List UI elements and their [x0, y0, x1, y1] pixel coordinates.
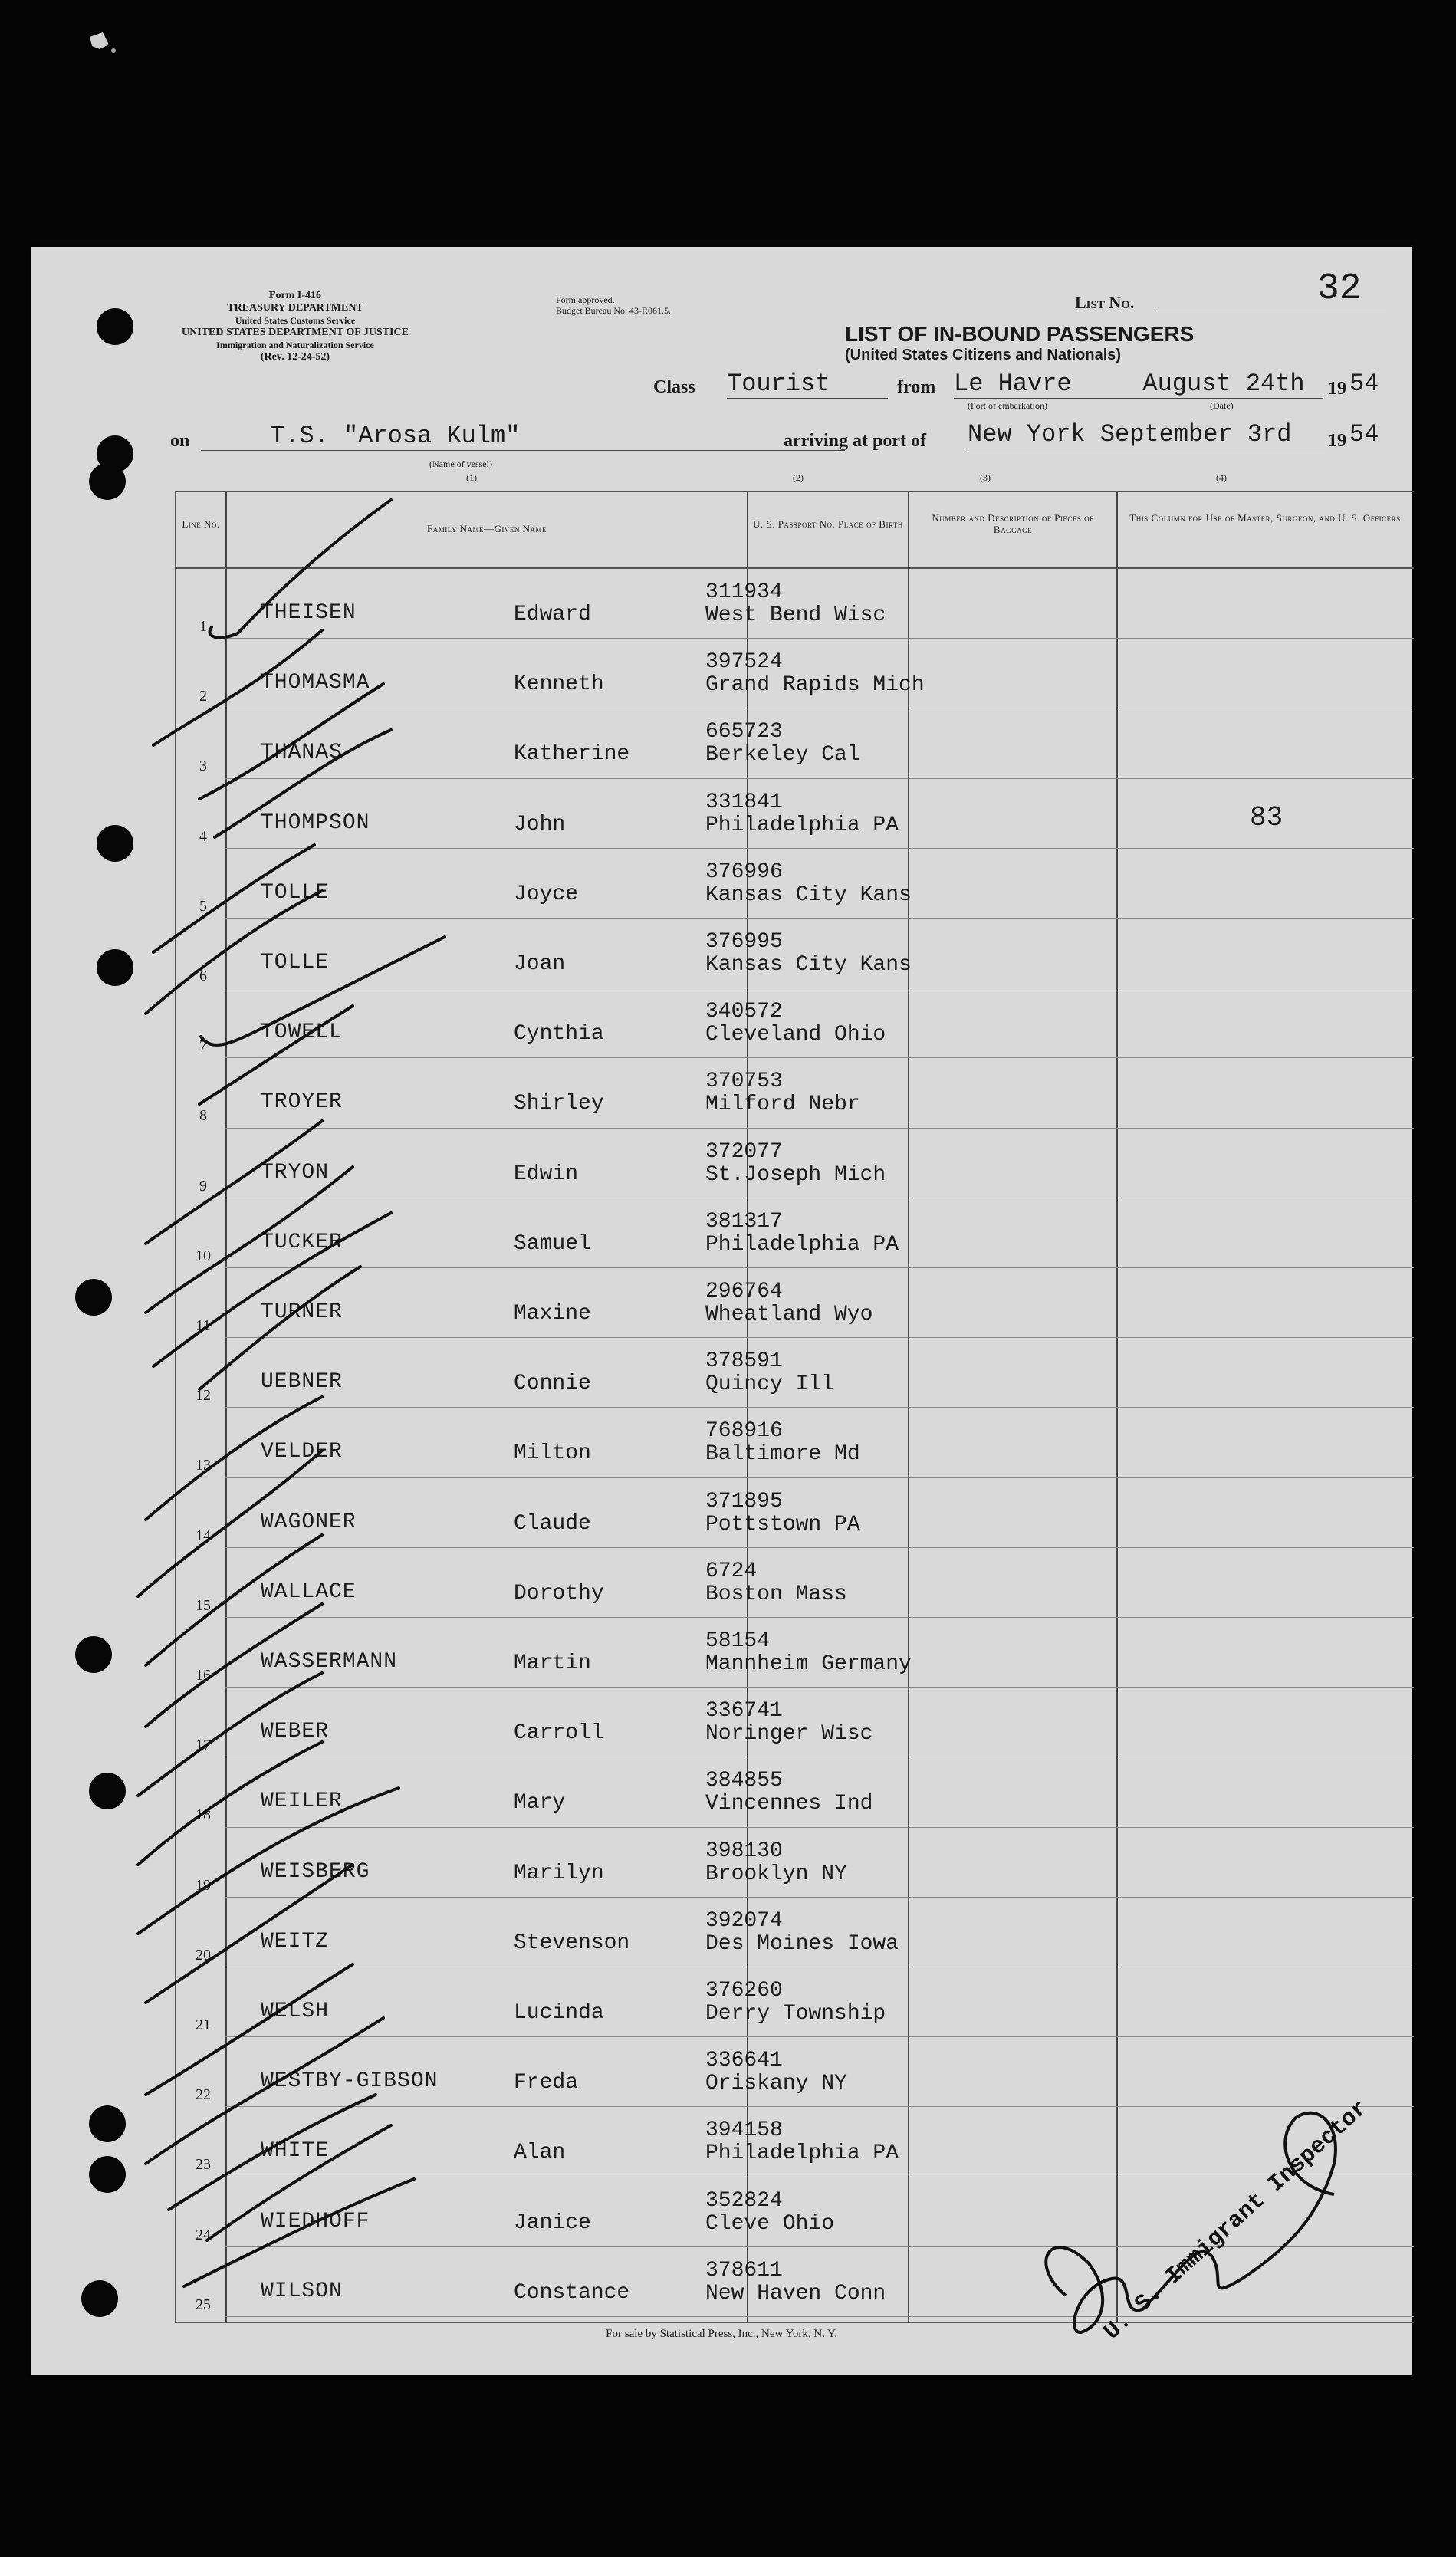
inspector-stamp	[1012, 2095, 1411, 2355]
given-name: Edward	[514, 603, 591, 626]
approval-note: Form approved.	[556, 294, 615, 305]
line-number: 3	[199, 758, 207, 775]
passport-number: 371895	[705, 1489, 783, 1513]
column-marker: (1)	[466, 472, 477, 483]
place-of-birth: Kansas City Kans	[705, 953, 912, 977]
line-number: 22	[196, 2086, 211, 2104]
arrival-year: 54	[1349, 420, 1379, 449]
family-name: VELDER	[261, 1440, 343, 1464]
line-number: 17	[196, 1737, 211, 1754]
from-label: from	[897, 377, 936, 397]
line-number: 24	[196, 2226, 211, 2243]
family-name: THOMPSON	[261, 810, 370, 835]
col-passport: U. S. Passport No. Place of Birth	[753, 518, 903, 530]
passport-number: 378591	[705, 1349, 783, 1374]
passport-number: 352824	[705, 2188, 783, 2213]
col-name: Family Name—Given Name	[427, 523, 547, 534]
given-name: Alan	[514, 2141, 566, 2165]
line-number: 5	[199, 897, 207, 915]
scan-speck	[86, 29, 124, 60]
class-value: Tourist	[727, 370, 888, 399]
passport-number: 376260	[705, 1979, 783, 2003]
place-of-birth: Pottstown PA	[705, 1512, 860, 1537]
passport-number: 311934	[705, 580, 783, 604]
line-number: 23	[196, 2156, 211, 2174]
given-name: Marilyn	[514, 1861, 604, 1885]
line-number: 8	[199, 1107, 207, 1125]
line-number: 10	[196, 1247, 211, 1264]
family-name: THANAS	[261, 741, 343, 765]
line-number: 19	[196, 1876, 211, 1894]
family-name: TOWELL	[261, 1020, 343, 1045]
passport-number: 384855	[705, 1769, 783, 1793]
place-of-birth: West Bend Wisc	[705, 603, 886, 627]
line-number: 21	[196, 2016, 211, 2033]
place-of-birth: Quincy Ill	[705, 1372, 835, 1397]
passport-number: 58154	[705, 1629, 771, 1653]
date-year-prefix: 19	[1328, 379, 1346, 399]
departure-date: August 24th	[1124, 370, 1323, 399]
class-label: Class	[653, 377, 695, 397]
place-of-birth: Philadelphia PA	[705, 2141, 899, 2166]
given-name: Stevenson	[514, 1931, 630, 1955]
column-marker: (2)	[793, 472, 804, 483]
date-caption: (Date)	[1210, 400, 1234, 411]
given-name: Lucinda	[514, 2001, 604, 2025]
column-marker: (3)	[980, 472, 991, 483]
passport-number: 398130	[705, 1839, 783, 1863]
family-name: WEBER	[261, 1720, 330, 1744]
family-name: WILSON	[261, 2279, 343, 2303]
list-number-label: List No.	[1075, 293, 1135, 312]
given-name: Kenneth	[514, 672, 604, 697]
family-name: WEITZ	[261, 1929, 330, 1954]
line-number: 4	[199, 827, 207, 845]
line-number: 9	[199, 1177, 207, 1195]
place-of-birth: Cleve Ohio	[705, 2211, 835, 2236]
given-name: Mary	[514, 1791, 566, 1816]
place-of-birth: Des Moines Iowa	[705, 1931, 899, 1956]
family-name: UEBNER	[261, 1370, 343, 1395]
passport-number: 372077	[705, 1139, 783, 1164]
passport-number: 376996	[705, 859, 783, 884]
vessel-name: T.S. "Arosa Kulm"	[201, 422, 845, 451]
family-name: WESTBY-GIBSON	[261, 2069, 439, 2094]
given-name: Shirley	[514, 1092, 604, 1116]
line-number: 16	[196, 1667, 211, 1684]
place-of-birth: St.Joseph Mich	[705, 1162, 886, 1187]
family-name: TURNER	[261, 1300, 343, 1324]
place-of-birth: Vincennes Ind	[705, 1792, 873, 1816]
place-of-birth: Berkeley Cal	[705, 743, 860, 767]
place-of-birth: Kansas City Kans	[705, 882, 912, 907]
arrival-port-date: New York September 3rd	[968, 420, 1325, 449]
line-number: 25	[196, 2296, 211, 2313]
footer-printer: For sale by Statistical Press, Inc., New York, N. Y.	[606, 2328, 837, 2340]
passenger-list-page	[31, 247, 1412, 2375]
given-name: Edwin	[514, 1162, 579, 1186]
line-number: 2	[199, 688, 207, 705]
ins-service: Immigration and Naturalization Service	[216, 340, 374, 350]
family-name: WASSERMANN	[261, 1650, 398, 1674]
line-number: 14	[196, 1527, 211, 1544]
customs-service: United States Customs Service	[235, 315, 356, 326]
passport-number: 768916	[705, 1419, 783, 1444]
place-of-birth: Brooklyn NY	[705, 1862, 847, 1886]
arriving-label: arriving at port of	[784, 431, 926, 451]
arrival-year-prefix: 19	[1328, 431, 1346, 451]
given-name: Martin	[514, 1652, 591, 1675]
given-name: Milton	[514, 1441, 591, 1466]
place-of-birth: Mannheim Germany	[705, 1652, 912, 1676]
place-of-birth: Grand Rapids Mich	[705, 673, 925, 698]
family-name: TOLLE	[261, 951, 330, 974]
passport-number: 397524	[705, 650, 783, 675]
form-revision: (Rev. 12-24-52)	[260, 351, 330, 363]
given-name: Carroll	[514, 1721, 604, 1746]
given-name: Dorothy	[514, 1581, 604, 1606]
passport-number: 336741	[705, 1699, 783, 1724]
family-name: WALLACE	[261, 1579, 357, 1604]
given-name: Maxine	[514, 1302, 591, 1326]
line-number: 13	[196, 1457, 211, 1474]
family-name: TRYON	[261, 1160, 330, 1185]
on-label: on	[170, 431, 190, 451]
given-name: Cynthia	[514, 1022, 604, 1047]
port-caption: (Port of embarkation)	[968, 400, 1047, 411]
column-marker: (4)	[1216, 472, 1227, 483]
line-number: 15	[196, 1596, 211, 1614]
place-of-birth: Milford Nebr	[705, 1093, 860, 1117]
check-marks	[31, 247, 1412, 2375]
place-of-birth: Wheatland Wyo	[705, 1303, 873, 1326]
family-name: WEISBERG	[261, 1859, 370, 1884]
list-number: 32	[1317, 268, 1362, 310]
col-baggage: Number and Description of Pieces of Baggage	[932, 512, 1094, 535]
passport-number: 394158	[705, 2118, 783, 2143]
family-name: TOLLE	[261, 880, 330, 905]
passport-number: 340572	[705, 1000, 783, 1024]
col-line-no: Line No.	[182, 518, 220, 530]
officer-note: 83	[1250, 801, 1283, 833]
budget-number: Budget Bureau No. 43-R061.5.	[556, 305, 671, 316]
place-of-birth: Oriskany NY	[705, 2072, 847, 2096]
place-of-birth: Boston Mass	[705, 1582, 847, 1606]
passport-number: 370753	[705, 1070, 783, 1094]
form-subtitle: (United States Citizens and Nationals)	[845, 347, 1122, 363]
given-name: Katherine	[514, 742, 630, 767]
given-name: Joyce	[514, 882, 579, 906]
line-number: 12	[196, 1387, 211, 1405]
place-of-birth: Philadelphia PA	[705, 1232, 899, 1257]
place-of-birth: Derry Township	[705, 2002, 886, 2026]
given-name: Janice	[514, 2210, 591, 2235]
family-name: WELSH	[261, 2000, 330, 2023]
given-name: Samuel	[514, 1231, 591, 1256]
place-of-birth: Cleveland Ohio	[705, 1023, 886, 1047]
passport-number: 336641	[705, 2049, 783, 2073]
given-name: Joan	[514, 952, 566, 976]
line-number: 6	[199, 968, 207, 984]
passport-number: 296764	[705, 1280, 783, 1303]
line-number: 11	[196, 1317, 211, 1334]
family-name: TUCKER	[261, 1230, 343, 1254]
place-of-birth: Noringer Wisc	[705, 1722, 873, 1747]
family-name: WEILER	[261, 1790, 343, 1814]
passport-number: 665723	[705, 720, 783, 744]
place-of-birth: Baltimore Md	[705, 1442, 860, 1467]
line-number: 18	[196, 1806, 211, 1824]
stamp-text: U. S. Immigrant Inspector	[1099, 2095, 1374, 2346]
given-name: Claude	[514, 1511, 591, 1536]
passport-number: 381317	[705, 1209, 783, 1234]
passport-number: 376995	[705, 930, 783, 954]
line-number: 1	[199, 618, 207, 635]
treasury-dept: TREASURY DEPARTMENT	[227, 302, 363, 314]
given-name: Freda	[514, 2071, 579, 2095]
family-name: THOMASMA	[261, 671, 370, 695]
family-name: WAGONER	[261, 1510, 357, 1534]
line-number: 7	[199, 1037, 207, 1055]
family-name: TROYER	[261, 1090, 343, 1115]
col-officers: This Column for Use of Master, Surgeon, and U. S. Officers	[1129, 512, 1401, 524]
place-of-birth: Philadelphia PA	[705, 813, 899, 837]
family-name: THEISEN	[261, 601, 357, 625]
passport-number: 331841	[705, 790, 783, 814]
embarkation-port: Le Havre	[954, 370, 1130, 399]
form-title: LIST OF IN-BOUND PASSENGERS	[845, 322, 1195, 346]
justice-dept: UNITED STATES DEPARTMENT OF JUSTICE	[182, 327, 409, 338]
given-name: John	[514, 812, 566, 836]
line-number: 20	[196, 1946, 211, 1964]
given-name: Connie	[514, 1372, 591, 1396]
family-name: WIEDHOFF	[261, 2209, 370, 2233]
place-of-birth: New Haven Conn	[705, 2281, 886, 2306]
passport-number: 392074	[705, 1908, 783, 1933]
date-year: 54	[1349, 370, 1379, 398]
passport-number: 6724	[705, 1559, 758, 1583]
vessel-caption: (Name of vessel)	[429, 458, 492, 469]
given-name: Constance	[514, 2280, 630, 2305]
form-number: Form I-416	[268, 290, 322, 301]
family-name: WHITE	[261, 2139, 330, 2164]
passport-number: 378611	[705, 2258, 783, 2283]
